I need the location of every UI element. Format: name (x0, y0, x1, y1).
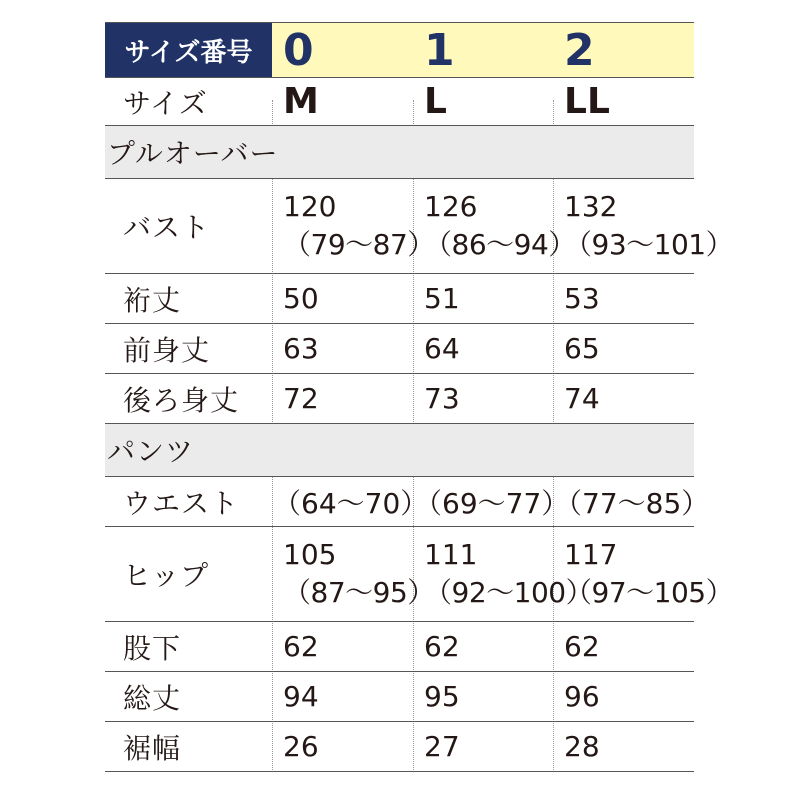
row-label: 後ろ身丈 (123, 383, 240, 417)
value-cell: 120 （79～87） (283, 189, 435, 261)
size-m: M (283, 81, 319, 122)
value-cell: 73 (424, 382, 460, 415)
table-row-waist (105, 477, 710, 527)
value-cell: 72 (283, 382, 319, 415)
size-number-2: 2 (564, 24, 595, 76)
row-label: 股下 (123, 631, 182, 665)
size-l: L (424, 81, 447, 122)
section-pullover (105, 126, 694, 179)
size-label: サイズ (123, 86, 208, 120)
value-cell: 63 (283, 332, 319, 365)
size-number-header-row (105, 22, 694, 78)
table-row-sleeve (105, 274, 694, 324)
value-cell: 105 （87～95） (283, 537, 435, 609)
table-row-hip (105, 527, 734, 622)
value-cell: 51 (424, 282, 460, 315)
row-label: 総丈 (123, 681, 182, 715)
row-label: バスト (123, 211, 211, 244)
row-label: ウエスト (123, 486, 240, 520)
table-row-inseam (105, 622, 694, 672)
value-cell: 62 (424, 630, 460, 663)
table-row-hem-width (105, 722, 694, 772)
size-chart-table (105, 22, 734, 772)
value-cell: 74 (564, 382, 600, 415)
value-cell: 62 (283, 630, 319, 663)
value-cell: 53 (564, 282, 600, 315)
value-cell: 65 (564, 332, 600, 365)
value-cell: 28 (564, 730, 600, 763)
size-number-label: サイズ番号 (105, 23, 272, 77)
value-cell: 27 (424, 730, 460, 763)
row-label: ヒップ (123, 559, 210, 592)
value-cell: 64 (424, 332, 460, 365)
value-cell: 111 （92～100） (424, 537, 594, 609)
value-cell: 132 （93～101） (564, 189, 734, 261)
size-number-1: 1 (424, 24, 455, 76)
size-number-0: 0 (283, 24, 314, 76)
table-row-front-length (105, 324, 694, 374)
value-cell: 26 (283, 730, 319, 763)
value-cell: （69～77） (414, 486, 570, 520)
section-pants (105, 424, 694, 477)
value-cell: 96 (564, 680, 600, 713)
value-cell: （77～85） (554, 486, 710, 520)
value-cell: 95 (424, 680, 460, 713)
row-label: 裾幅 (123, 731, 182, 765)
row-label: 裄丈 (123, 283, 182, 317)
value-cell: （64～70） (273, 486, 429, 520)
table-row-total-length (105, 672, 694, 722)
value-cell: 117 （97～105） (564, 537, 734, 609)
value-cell: 94 (283, 680, 319, 713)
size-number-highlight (272, 23, 694, 77)
table-row-back-length (105, 374, 694, 424)
value-cell: 126 （86～94） (424, 189, 576, 261)
section-title: パンツ (107, 435, 195, 468)
value-cell: 50 (283, 282, 319, 315)
table-row-bust (105, 179, 734, 274)
row-label: 前身丈 (123, 333, 211, 367)
value-cell: 62 (564, 630, 600, 663)
section-title: プルオーバー (107, 137, 279, 170)
size-ll: LL (564, 81, 610, 122)
size-row (105, 78, 694, 126)
